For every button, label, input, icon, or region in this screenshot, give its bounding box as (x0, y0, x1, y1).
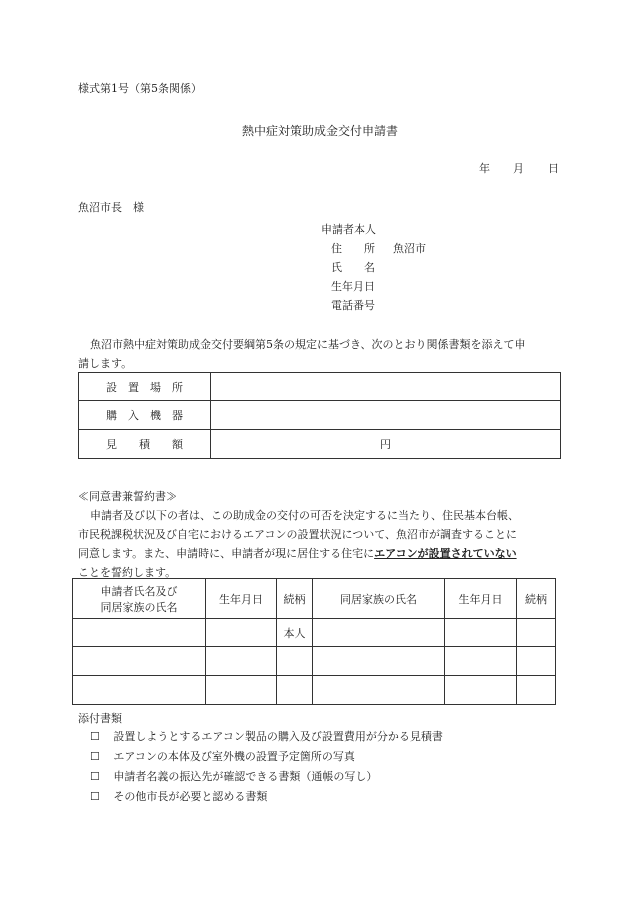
info-value-estimate[interactable]: 円 (211, 430, 561, 459)
family-header-relation-2: 続柄 (517, 579, 556, 619)
consent-line-2: 市民税課税状況及び自宅におけるエアコンの設置状況について、魚沼市が調査することに (78, 528, 518, 541)
addressee: 魚沼市長 様 (78, 201, 144, 214)
checkbox-icon[interactable]: ☐ (90, 730, 100, 743)
attachment-item-1[interactable] (90, 728, 443, 744)
table-row (73, 676, 556, 705)
applicant-heading: 申請者本人 (321, 223, 376, 236)
table-cell[interactable] (206, 676, 277, 705)
address-value: 魚沼市 (393, 242, 426, 255)
family-header-relation: 続柄 (277, 579, 313, 619)
attachments-heading: 添付書類 (78, 712, 122, 725)
table-cell[interactable] (206, 619, 277, 647)
intro-line-2: 請します。 (78, 357, 133, 370)
table-cell[interactable] (517, 676, 556, 705)
table-cell[interactable] (445, 647, 517, 676)
attachment-item-2[interactable] (90, 748, 355, 764)
attachment-label-2: エアコンの本体及び室外機の設置予定箇所の写真 (113, 750, 355, 763)
consent-line-4: ことを誓約します。 (78, 566, 177, 579)
table-cell[interactable] (313, 619, 445, 647)
info-value-location[interactable] (211, 373, 561, 401)
info-label-device: 購 入 機 器 (79, 401, 211, 430)
intro-line-1: 魚沼市熱中症対策助成金交付要綱第5条の規定に基づき、次のとおり関係書類を添えて申 (90, 338, 526, 351)
attachment-label-4: その他市長が必要と認める書類 (113, 790, 268, 803)
info-label-location: 設 置 場 所 (79, 373, 211, 401)
family-header-applicant-line-1: 申請者氏名及び (100, 584, 178, 598)
attachment-label-1: 設置しようとするエアコン製品の購入及び設置費用が分かる見積書 (113, 730, 443, 743)
table-cell[interactable] (277, 647, 313, 676)
table-cell[interactable] (206, 647, 277, 676)
consent-line-3-text: 同意します。また、申請時に、申請者が現に居住する住宅に (78, 547, 375, 560)
date-year: 年 (479, 162, 490, 175)
attachment-item-3[interactable] (90, 768, 377, 784)
family-header-birth-2: 生年月日 (445, 579, 517, 619)
family-header-family-name: 同居家族の氏名 (313, 579, 445, 619)
table-cell[interactable] (277, 676, 313, 705)
date-day: 日 (548, 162, 559, 175)
family-header-applicant (73, 579, 206, 619)
birth-label: 生年月日 (331, 280, 375, 293)
table-cell[interactable] (313, 676, 445, 705)
attachment-item-4[interactable] (90, 788, 267, 804)
checkbox-icon[interactable]: ☐ (90, 750, 100, 763)
checkbox-icon[interactable]: ☐ (90, 790, 100, 803)
family-table (72, 578, 556, 705)
table-cell[interactable] (517, 619, 556, 647)
name-label: 氏 名 (331, 261, 375, 274)
attachment-label-3: 申請者名義の振込先が確認できる書類（通帳の写し） (113, 770, 378, 783)
consent-line-1: 申請者及び以下の者は、この助成金の交付の可否を決定するに当たり、住民基本台帳、 (90, 509, 519, 522)
form-number: 様式第1号（第5条関係） (78, 82, 202, 95)
table-row (73, 619, 556, 647)
table-cell[interactable] (73, 647, 206, 676)
address-label: 住 所 (331, 242, 375, 255)
consent-underlined-text: エアコンが設置されていない (374, 547, 517, 560)
checkbox-icon[interactable]: ☐ (90, 770, 100, 783)
relation-self: 本人 (277, 619, 313, 647)
table-cell[interactable] (313, 647, 445, 676)
family-header-birth: 生年月日 (206, 579, 277, 619)
info-label-estimate: 見 積 額 (79, 430, 211, 459)
table-row (73, 647, 556, 676)
table-cell[interactable] (517, 647, 556, 676)
page-title: 熱中症対策助成金交付申請書 (242, 124, 399, 138)
info-table (78, 372, 561, 459)
table-cell[interactable] (445, 619, 517, 647)
date-month: 月 (513, 162, 524, 175)
table-cell[interactable] (445, 676, 517, 705)
phone-label: 電話番号 (331, 299, 375, 312)
family-header-applicant-line-2: 同居家族の氏名 (100, 600, 178, 614)
table-cell[interactable] (73, 676, 206, 705)
consent-line-3 (78, 545, 517, 561)
table-cell[interactable] (73, 619, 206, 647)
info-value-device[interactable] (211, 401, 561, 430)
consent-heading: ≪同意書兼誓約書≫ (78, 490, 177, 503)
